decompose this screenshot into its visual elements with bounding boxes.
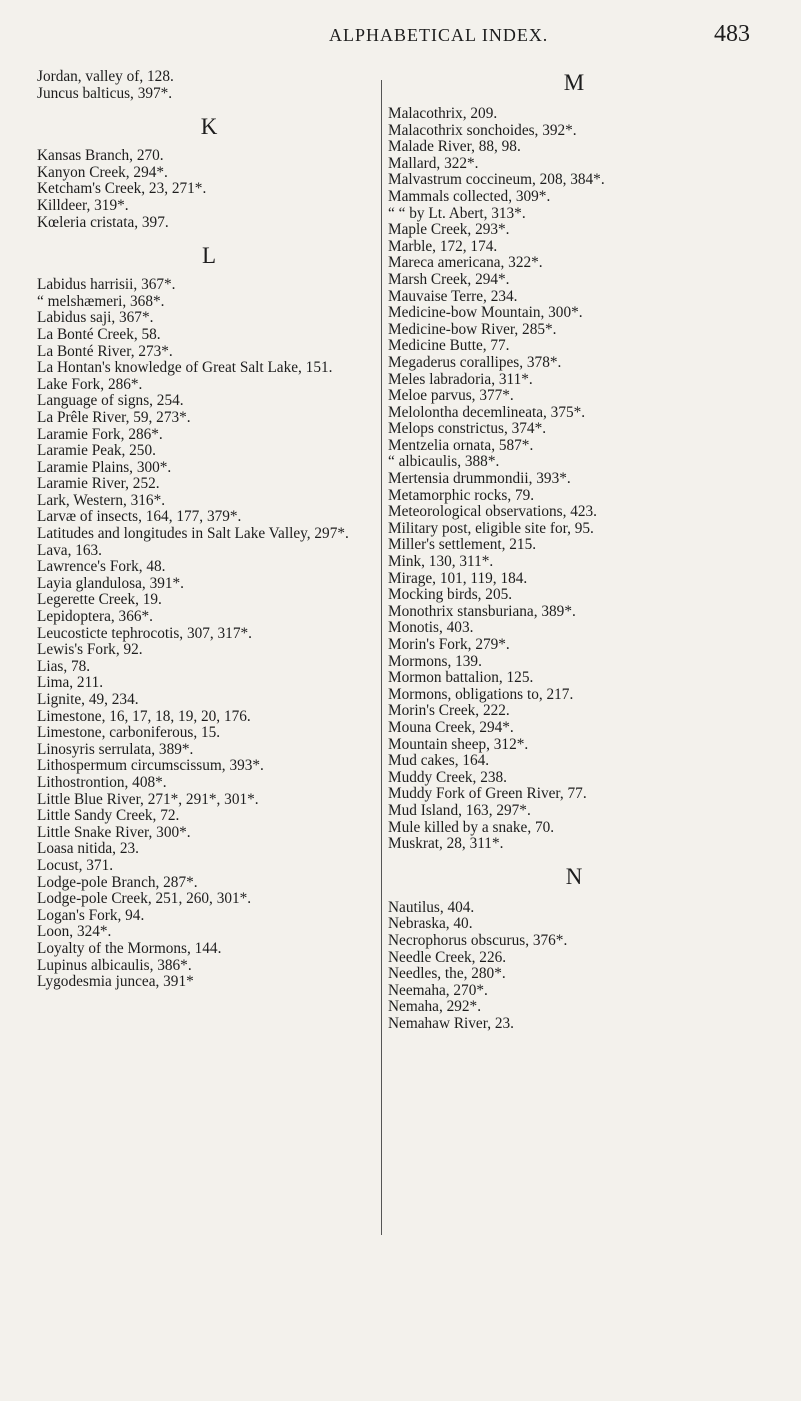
index-entry: Lupinus albicaulis, 386*. — [37, 956, 192, 974]
section-letter-n: N — [565, 863, 583, 889]
index-entry: Juncus balticus, 397*. — [37, 84, 173, 102]
index-entry: Loon, 324*. — [37, 923, 112, 941]
index-entry: Morin's Creek, 222. — [388, 702, 510, 720]
index-entry: Malacothrix, 209. — [388, 105, 498, 122]
index-entry: Mountain sheep, 312*. — [388, 735, 529, 753]
index-entry: Laramie Peak, 250. — [37, 442, 156, 460]
index-entry: Mareca americana, 322*. — [388, 254, 543, 272]
index-entry: Needles, the, 280*. — [388, 965, 506, 983]
index-entry: Larvæ of insects, 164, 177, 379*. — [37, 508, 242, 526]
index-entry: Labidus harrisii, 367*. — [37, 276, 176, 294]
index-entry: Latitudes and longitudes in Salt Lake Valley, 297*. — [37, 525, 349, 543]
index-entry: Needle Creek, 226. — [388, 948, 507, 966]
index-entry: “ “ by Lt. Abert, 313*. — [388, 204, 526, 222]
index-entry: Lake Fork, 286*. — [37, 375, 143, 393]
index-entry: Laramie Plains, 300*. — [37, 458, 172, 476]
index-entry: Mouna Creek, 294*. — [388, 718, 514, 736]
index-entry: Muddy Creek, 238. — [388, 768, 507, 786]
left-column — [37, 69, 375, 991]
index-entry: Mallard, 322*. — [388, 154, 479, 172]
index-entry: Mentzelia ornata, 587*. — [388, 436, 534, 454]
index-entry: Mirage, 101, 119, 184. — [388, 569, 528, 587]
index-entry: Nemahaw River, 23. — [388, 1014, 514, 1032]
index-entry: Kanyon Creek, 294*. — [37, 163, 168, 181]
index-entry: Miller's settlement, 215. — [388, 536, 537, 554]
index-entry: Mammals collected, 309*. — [388, 187, 551, 205]
section-l-entries — [37, 277, 375, 991]
index-entry: Medicine Butte, 77. — [388, 337, 510, 355]
index-entry: Morin's Fork, 279*. — [388, 636, 510, 653]
index-entry: Meteorological observations, 423. — [388, 503, 598, 521]
index-entry: Nautilus, 404. — [388, 898, 475, 916]
index-entry: Melolontha decemlineata, 375*. — [388, 403, 586, 421]
index-entry: Melops constrictus, 374*. — [388, 420, 547, 438]
index-entry: Little Snake River, 300*. — [37, 823, 191, 841]
index-entry: Marble, 172, 174. — [388, 237, 498, 255]
index-entry: Limestone, 16, 17, 18, 19, 20, 176. — [37, 707, 251, 725]
index-entry: Mocking birds, 205. — [388, 586, 513, 604]
index-entry: Lodge-pole Creek, 251, 260, 301*. — [37, 890, 252, 908]
index-entry: Mud Island, 163, 297*. — [388, 801, 531, 819]
index-entry: Laramie Fork, 286*. — [37, 425, 163, 443]
index-entry: Neemaha, 270*. — [388, 981, 488, 999]
section-k-entries — [37, 148, 375, 231]
index-entry: Malacothrix sonchoides, 392*. — [388, 121, 577, 139]
index-entry: Malvastrum coccineum, 208, 384*. — [388, 171, 605, 189]
column-divider — [381, 80, 382, 1235]
index-entry: Jordan, valley of, 128. — [37, 68, 174, 85]
index-entry: Mud cakes, 164. — [388, 752, 490, 770]
index-entry: Mormons, obligations to, 217. — [388, 685, 574, 703]
index-entry: Killdeer, 319*. — [37, 196, 129, 214]
index-entry: Legerette Creek, 19. — [37, 591, 162, 609]
index-entry: La Bonté River, 273*. — [37, 342, 173, 360]
index-entry: Mauvaise Terre, 234. — [388, 287, 518, 305]
index-entry: Limestone, carboniferous, 15. — [37, 724, 221, 742]
index-entry: Ketcham's Creek, 23, 271*. — [37, 180, 207, 198]
index-entry: Muddy Fork of Green River, 77. — [388, 785, 587, 803]
index-entry: Little Blue River, 271*, 291*, 301*. — [37, 790, 259, 808]
index-entry: Lygodesmia juncea, 391* — [37, 973, 194, 991]
section-n-entries — [388, 900, 795, 1033]
index-entry: Lithospermum circumscissum, 393*. — [37, 757, 264, 775]
index-entry: Loyalty of the Mormons, 144. — [37, 939, 222, 957]
index-entry: Loasa nitida, 23. — [37, 840, 139, 858]
index-entry: Medicine-bow River, 285*. — [388, 320, 557, 338]
index-entry: Nebraska, 40. — [388, 915, 473, 933]
index-entry: “ albicaulis, 388*. — [388, 453, 500, 471]
index-entry: “ melshæmeri, 368*. — [37, 292, 165, 310]
index-entry: Lignite, 49, 234. — [37, 691, 139, 708]
index-entry: Language of signs, 254. — [37, 392, 184, 410]
section-m-entries — [388, 106, 795, 853]
index-entry: Lias, 78. — [37, 657, 91, 675]
index-entry: Meloe parvus, 377*. — [388, 387, 514, 405]
index-entry: La Hontan's knowledge of Great Salt Lake, 151. — [37, 359, 333, 377]
index-entry: Layia glandulosa, 391*. — [37, 574, 184, 592]
index-entry: Military post, eligible site for, 95. — [388, 519, 594, 537]
index-entry: Leucosticte tephrocotis, 307, 317*. — [37, 624, 252, 642]
index-entry: Kansas Branch, 270. — [37, 147, 164, 165]
index-entry: Marsh Creek, 294*. — [388, 270, 510, 288]
page-header — [0, 20, 801, 50]
index-entry: Lithostrontion, 408*. — [37, 773, 167, 791]
index-entry: Lewis's Fork, 92. — [37, 641, 143, 659]
index-entry: Monotis, 403. — [388, 619, 474, 637]
index-entry: Lima, 211. — [37, 674, 104, 692]
index-entry: Mormons, 139. — [388, 652, 482, 670]
index-entry: Kœleria cristata, 397. — [37, 213, 169, 231]
index-entry: Logan's Fork, 94. — [37, 906, 145, 924]
index-entry: Laramie River, 252. — [37, 475, 160, 493]
right-column — [388, 69, 795, 1032]
index-entry: Lodge-pole Branch, 287*. — [37, 873, 198, 891]
section-letter-m: M — [563, 70, 585, 95]
index-entry: Monothrix stansburiana, 389*. — [388, 602, 576, 620]
index-entry: Mertensia drummondii, 393*. — [388, 470, 571, 488]
index-entry: Muskrat, 28, 311*. — [388, 835, 504, 853]
index-entry: Little Sandy Creek, 72. — [37, 807, 180, 825]
index-entry: Lepidoptera, 366*. — [37, 608, 153, 626]
section-letter-k: K — [200, 114, 218, 140]
index-entry: La Prêle River, 59, 273*. — [37, 408, 191, 426]
index-entry: Mule killed by a snake, 70. — [388, 818, 555, 836]
index-entry: Mormon battalion, 125. — [388, 669, 534, 687]
index-entry: Lark, Western, 316*. — [37, 491, 166, 509]
index-entry: Necrophorus obscurus, 376*. — [388, 931, 568, 949]
index-entry: Locust, 371. — [37, 856, 114, 874]
index-entry: Nemaha, 292*. — [388, 998, 482, 1016]
page-number: 483 — [714, 21, 750, 47]
section-letter-l: L — [201, 243, 217, 269]
index-entry: Lawrence's Fork, 48. — [37, 558, 166, 576]
index-entry: Medicine-bow Mountain, 300*. — [388, 304, 583, 322]
index-entry: Linosyris serrulata, 389*. — [37, 740, 194, 758]
index-entry: Labidus saji, 367*. — [37, 309, 154, 327]
index-entry: Meles labradoria, 311*. — [388, 370, 533, 388]
index-entry: Lava, 163. — [37, 541, 102, 559]
index-entry: La Bonté Creek, 58. — [37, 325, 161, 343]
index-entry: Maple Creek, 293*. — [388, 221, 510, 239]
index-entry: Metamorphic rocks, 79. — [388, 486, 535, 504]
index-entry: Megaderus corallipes, 378*. — [388, 353, 562, 371]
running-head: ALPHABETICAL INDEX. — [329, 25, 549, 45]
index-entry: Mink, 130, 311*. — [388, 553, 494, 571]
index-entry: Malade River, 88, 98. — [388, 138, 521, 156]
